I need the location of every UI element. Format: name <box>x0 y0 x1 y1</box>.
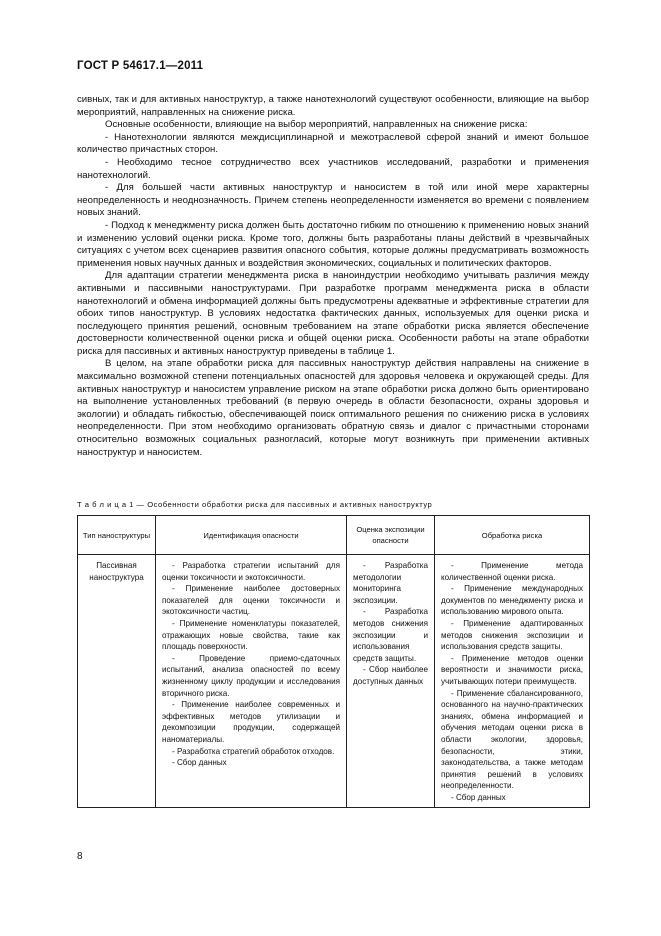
list-item: - Сбор данных <box>172 758 227 768</box>
paragraph: - Для большей части активных наноструктур и наносистем в той или иной мере характерны неопределенность и неоднозначность. Причем степень неопределенности изменяется во времени с появлением новых знаний. <box>77 182 589 219</box>
list-item: - Применение метода количественной оценки риска. <box>441 561 583 582</box>
paragraph: В целом, на этапе обработки риска для пассивных наноструктур действия направлены на снижение в максимально возможной степени потенциальных опасностей для здоровья человека и окружающей среды. Для активных наноструктур и наносистем управление риском на этапе обработки риска должно быть ориентировано на выполнение установленных требований (в первую очередь в области безопасности, охраны здоровья и экологии) и обладать гибкостью, обеспечивающей поиск оптимального решения по снижению риска в условиях неопределенности. При этом необходимо организовать обратную связь и диалог с причастными сторонами относительно возможных социальных разногласий, которые могут возникнуть при применении активных наноструктур и наносистем. <box>77 358 589 458</box>
cell-treatment <box>435 555 590 808</box>
list-item: - Проведение приемо-сдаточных испытаний, анализа опасностей по всему жизненному циклу продукции и исследования вторичного риска. <box>162 653 340 698</box>
column-header-exposure: Оценка экспозиции опасности <box>347 516 435 555</box>
column-header-treatment: Обработка риска <box>435 516 590 555</box>
list-item: - Применение методов оценки вероятности и значимости риска, учитывающих потери преимуществ. <box>441 653 583 686</box>
list-item: - Разработка методов снижения экспозиции и использования средств защиты. <box>353 607 428 663</box>
list-item: - Разработка стратегий обработок отходов. <box>172 746 335 756</box>
column-header-type: Тип наноструктуры <box>78 516 156 555</box>
body-text <box>77 94 589 459</box>
table-row <box>78 555 590 808</box>
list-item: - Применение номенклатуры показателей, отражающих новые свойства, такие как площадь поверхности. <box>162 618 340 652</box>
paragraph: - Подход к менеджменту риска должен быть достаточно гибким по отношению к применению новых знаний и изменению условий оценки риска. Кроме того, должны быть разработаны планы действий в чрезвычайных ситуациях с учетом всех сценариев развития опасного события, которые должны предусматривать возможность применения новых научных данных и воздействия экономических, социальных и политических факторов. <box>77 219 589 269</box>
paragraph: сивных, так и для активных наноструктур, а также нанотехнологий существуют особенности, влияющие на выбор мероприятий, направленных на снижение риска. <box>77 94 589 118</box>
document-header: ГОСТ Р 54617.1—2011 <box>77 60 204 72</box>
list-item: - Применение сбалансированного, основанного на научно-практических знаниях, обмена информацией и обучения методам оценки риска в области экологии, здоровья, безопасности, этики, законодательства, а также методам принятия решений в условиях неопределенности. <box>441 688 583 791</box>
table-header-row <box>78 516 590 555</box>
list-item: - Разработка методологии мониторинга экспозиции. <box>353 561 428 605</box>
paragraph: Для адаптации стратегии менеджмента риска в наноиндустрии необходимо учитывать различия между активными и пассивными наноструктурами. При разработке программ менеджмента риска в области нанотехнологий и обмена информацией должны быть предусмотрены адекватные и эффективные стратегии для обоих типов наноструктур. В условиях недостатка фактических данных, используемых для оценки риска и последующего принятия решений, основным требованием на этапе обработки риска является обеспечение достоверности количественной оценки риска и общей оценки риска. Особенности работы на этапе обработки риска для пассивных и активных наноструктур приведены в таблице 1. <box>77 270 589 357</box>
list-item: - Применение адаптированных методов снижения экспозиции и использования средств защиты. <box>441 618 583 652</box>
cell-type: Пассивная наноструктура <box>78 555 156 808</box>
paragraph: - Необходимо тесное сотрудничество всех участников исследований, разработки и применения нанотехнологий. <box>77 156 589 181</box>
list-item: - Применение международных документов по менеджменту риска и использованию мирового опыта. <box>441 584 583 617</box>
cell-exposure <box>347 555 435 808</box>
list-item: - Сбор наиболее доступных данных <box>353 665 428 686</box>
column-header-identification: Идентификация опасности <box>156 516 347 555</box>
list-item: - Применение наиболее достоверных показателей для оценки токсичности и экотоксичности частиц. <box>162 584 340 617</box>
list-item: - Разработка стратегии испытаний для оценки токсичности и экотоксичности. <box>162 561 340 582</box>
risk-table <box>77 515 589 808</box>
page-number: 8 <box>77 851 83 862</box>
paragraph: - Нанотехнологии являются междисциплинарной и межотраслевой сферой знаний и имеют большое количество причастных сторон. <box>77 131 589 156</box>
cell-identification <box>156 555 347 808</box>
table-caption: Т а б л и ц а 1 — Особенности обработки риска для пассивных и активных наноструктур <box>77 500 433 509</box>
paragraph: Основные особенности, влияющие на выбор мероприятий, направленных на снижение риска: <box>105 119 528 131</box>
list-item: - Применение наиболее современных и эффективных методов утилизации и декомпозиции продукции, содержащей наноматериалы. <box>162 700 340 744</box>
list-item: - Сбор данных <box>451 792 506 802</box>
